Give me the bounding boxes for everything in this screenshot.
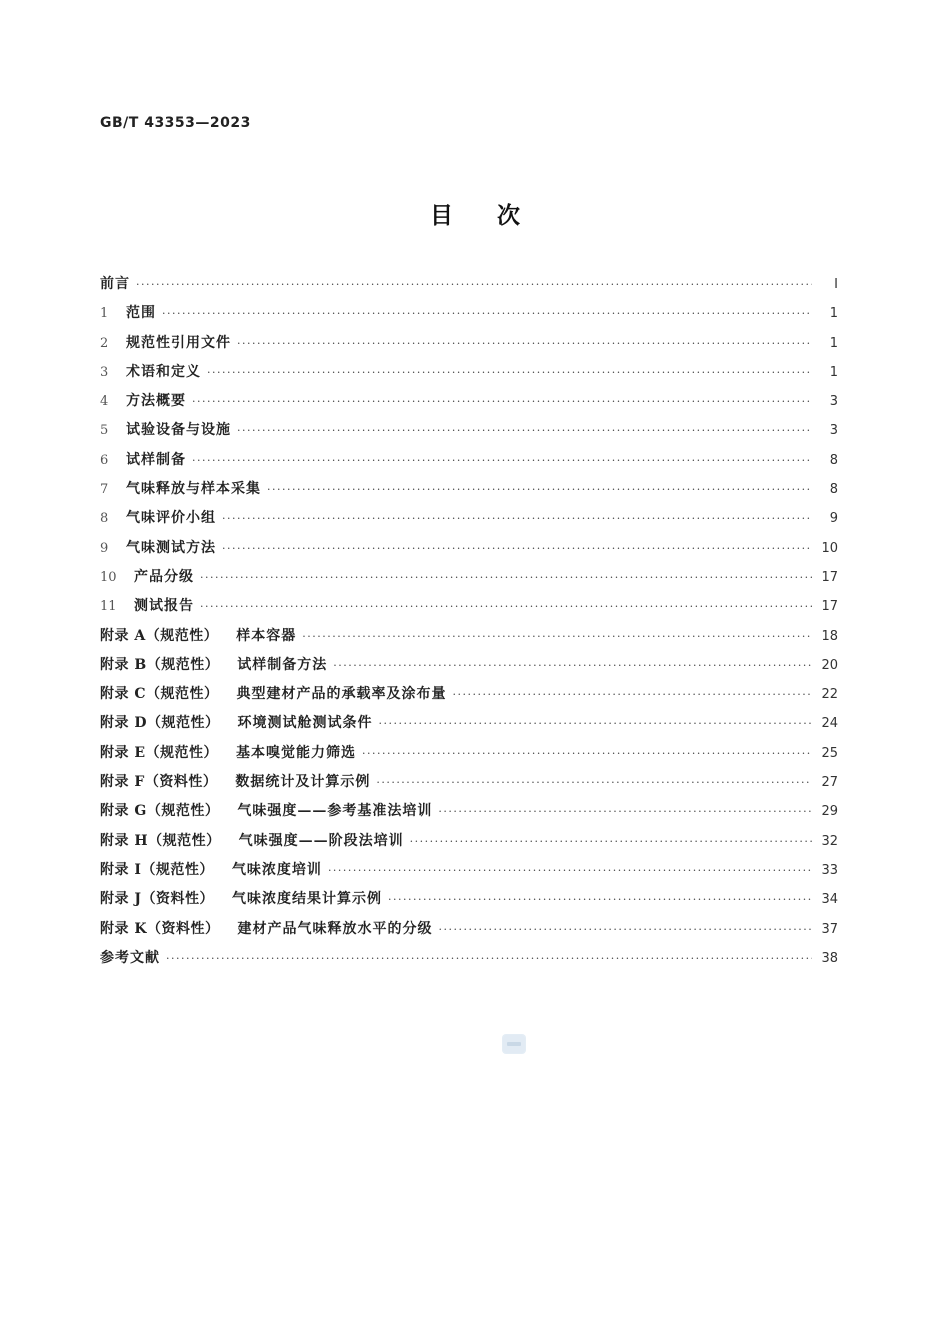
toc-entry-number: 7 bbox=[100, 482, 109, 498]
toc-annex-prefix: 附录 J（资料性） bbox=[100, 891, 214, 908]
toc-entry-number: 6 bbox=[100, 452, 109, 468]
toc-title: 目次 bbox=[430, 203, 564, 229]
toc-leader-dots bbox=[207, 363, 812, 383]
toc-entry-number: 4 bbox=[100, 394, 109, 410]
toc-leader-dots bbox=[237, 421, 812, 441]
toc-entry-label: 范围 bbox=[126, 305, 156, 322]
toc-annex-label: 气味强度——参考基准法培训 bbox=[237, 803, 433, 820]
toc-entry-1[interactable] bbox=[100, 303, 838, 332]
toc-entry-label: 试验设备与设施 bbox=[126, 422, 231, 439]
toc-entry-2[interactable] bbox=[100, 333, 838, 362]
toc-annex-i[interactable] bbox=[100, 860, 838, 889]
toc-entry-number: 11 bbox=[100, 599, 117, 615]
toc-leader-dots bbox=[166, 949, 812, 969]
toc-annex-label: 气味浓度结果计算示例 bbox=[232, 891, 382, 908]
toc-leader-dots bbox=[376, 773, 812, 793]
toc-annex-page: 29 bbox=[821, 804, 838, 820]
toc-annex-label: 环境测试舱测试条件 bbox=[237, 715, 373, 732]
toc-annex-label: 气味强度——阶段法培训 bbox=[238, 832, 404, 849]
toc-entry-references[interactable] bbox=[100, 948, 838, 977]
toc-annex-e[interactable] bbox=[100, 743, 838, 772]
toc-entry-label: 试样制备 bbox=[126, 451, 186, 468]
toc-entry-page: 10 bbox=[821, 540, 838, 556]
toc-annex-h[interactable] bbox=[100, 831, 838, 860]
toc-leader-dots bbox=[222, 539, 812, 559]
toc-entry-label: 气味释放与样本采集 bbox=[126, 481, 261, 498]
toc-leader-dots bbox=[362, 744, 812, 764]
toc-entry-page: 3 bbox=[829, 423, 838, 439]
toc-entry-label: 术语和定义 bbox=[126, 363, 201, 380]
toc-annex-label: 样本容器 bbox=[236, 627, 297, 644]
standard-number: GB/T 43353—2023 bbox=[100, 115, 251, 131]
toc-entry-page: 1 bbox=[829, 306, 838, 322]
toc-annex-label: 基本嗅觉能力筛选 bbox=[236, 744, 357, 761]
toc-annex-page: 20 bbox=[821, 657, 838, 673]
toc-entry-page: 38 bbox=[821, 950, 838, 966]
toc-annex-label: 数据统计及计算示例 bbox=[235, 774, 371, 791]
toc-entry-label: 参考文献 bbox=[100, 949, 160, 966]
toc-entry-9[interactable] bbox=[100, 538, 838, 567]
toc-entry-page: 3 bbox=[829, 394, 838, 410]
table-of-contents bbox=[100, 274, 838, 977]
toc-annex-d[interactable] bbox=[100, 713, 838, 742]
toc-annex-k[interactable] bbox=[100, 919, 838, 948]
toc-annex-b[interactable] bbox=[100, 655, 838, 684]
toc-annex-page: 18 bbox=[821, 628, 838, 644]
toc-entry-page: 8 bbox=[829, 482, 838, 498]
toc-entry-5[interactable] bbox=[100, 420, 838, 449]
toc-leader-dots bbox=[388, 890, 812, 910]
toc-entry-page: 9 bbox=[829, 511, 838, 527]
toc-entry-label: 方法概要 bbox=[126, 393, 186, 410]
toc-annex-page: 34 bbox=[821, 892, 838, 908]
toc-entry-6[interactable] bbox=[100, 450, 838, 479]
toc-leader-dots bbox=[136, 275, 812, 295]
toc-entry-label: 规范性引用文件 bbox=[126, 334, 231, 351]
toc-annex-prefix: 附录 G（规范性） bbox=[100, 803, 220, 820]
toc-entry-number: 2 bbox=[100, 335, 109, 351]
toc-entry-page: 8 bbox=[829, 452, 838, 468]
toc-entry-page: 17 bbox=[821, 599, 838, 615]
toc-leader-dots bbox=[302, 627, 812, 647]
toc-entry-7[interactable] bbox=[100, 479, 838, 508]
toc-annex-page: 33 bbox=[821, 862, 838, 878]
toc-leader-dots bbox=[200, 568, 812, 588]
toc-annex-label: 建材产品气味释放水平的分级 bbox=[237, 920, 433, 937]
toc-entry-8[interactable] bbox=[100, 508, 838, 537]
toc-leader-dots bbox=[222, 509, 812, 529]
toc-leader-dots bbox=[410, 832, 812, 852]
toc-annex-page: 27 bbox=[821, 775, 838, 791]
toc-annex-prefix: 附录 D（规范性） bbox=[100, 715, 220, 732]
toc-entry-number: 3 bbox=[100, 364, 109, 380]
toc-annex-prefix: 附录 C（规范性） bbox=[100, 686, 219, 703]
toc-annex-f[interactable] bbox=[100, 772, 838, 801]
toc-annex-prefix: 附录 H（规范性） bbox=[100, 832, 221, 849]
toc-annex-prefix: 附录 K（资料性） bbox=[100, 920, 220, 937]
watermark-icon bbox=[502, 1034, 526, 1054]
toc-entry-number: 10 bbox=[100, 569, 117, 585]
toc-leader-dots bbox=[267, 480, 812, 500]
toc-entry-label: 产品分级 bbox=[134, 568, 194, 585]
toc-annex-a[interactable] bbox=[100, 626, 838, 655]
toc-leader-dots bbox=[328, 861, 812, 881]
toc-leader-dots bbox=[192, 392, 812, 412]
toc-entry-4[interactable] bbox=[100, 391, 838, 420]
toc-annex-page: 25 bbox=[821, 745, 838, 761]
toc-entry-page: Ⅰ bbox=[834, 277, 838, 292]
toc-annex-page: 32 bbox=[821, 833, 838, 849]
toc-annex-prefix: 附录 I（规范性） bbox=[100, 861, 214, 878]
toc-annex-prefix: 附录 A（规范性） bbox=[100, 627, 219, 644]
toc-entry-foreword[interactable] bbox=[100, 274, 838, 303]
publisher-watermark-logo bbox=[502, 1034, 526, 1054]
toc-entry-page: 17 bbox=[821, 569, 838, 585]
toc-entry-label: 测试报告 bbox=[134, 598, 194, 615]
toc-leader-dots bbox=[438, 802, 812, 822]
toc-entry-3[interactable] bbox=[100, 362, 838, 391]
toc-annex-page: 24 bbox=[821, 716, 838, 732]
toc-leader-dots bbox=[237, 334, 812, 354]
toc-annex-label: 气味浓度培训 bbox=[231, 861, 322, 878]
toc-entry-page: 1 bbox=[829, 364, 838, 380]
toc-annex-prefix: 附录 B（规范性） bbox=[100, 656, 220, 673]
toc-entry-number: 1 bbox=[100, 306, 109, 322]
toc-annex-g[interactable] bbox=[100, 801, 838, 830]
toc-leader-dots bbox=[162, 304, 812, 324]
toc-entry-page: 1 bbox=[829, 335, 838, 351]
toc-entry-label: 前言 bbox=[100, 276, 130, 292]
toc-annex-prefix: 附录 E（规范性） bbox=[100, 744, 219, 761]
toc-annex-label: 典型建材产品的承载率及涂布量 bbox=[236, 686, 447, 703]
toc-leader-dots bbox=[453, 685, 812, 705]
toc-entry-label: 气味评价小组 bbox=[126, 510, 216, 527]
toc-leader-dots bbox=[439, 920, 812, 940]
toc-entry-label: 气味测试方法 bbox=[126, 539, 216, 556]
toc-entry-number: 5 bbox=[100, 423, 109, 439]
toc-leader-dots bbox=[192, 451, 812, 471]
toc-annex-j[interactable] bbox=[100, 889, 838, 918]
toc-leader-dots bbox=[333, 656, 812, 676]
toc-annex-c[interactable] bbox=[100, 684, 838, 713]
toc-annex-page: 37 bbox=[821, 921, 838, 937]
toc-entry-11[interactable] bbox=[100, 596, 838, 625]
toc-annex-prefix: 附录 F（资料性） bbox=[100, 774, 218, 791]
toc-annex-label: 试样制备方法 bbox=[237, 656, 328, 673]
toc-leader-dots bbox=[200, 597, 812, 617]
toc-entry-10[interactable] bbox=[100, 567, 838, 596]
toc-entry-number: 8 bbox=[100, 511, 109, 527]
toc-entry-number: 9 bbox=[100, 540, 109, 556]
toc-annex-page: 22 bbox=[821, 687, 838, 703]
toc-leader-dots bbox=[379, 714, 812, 734]
